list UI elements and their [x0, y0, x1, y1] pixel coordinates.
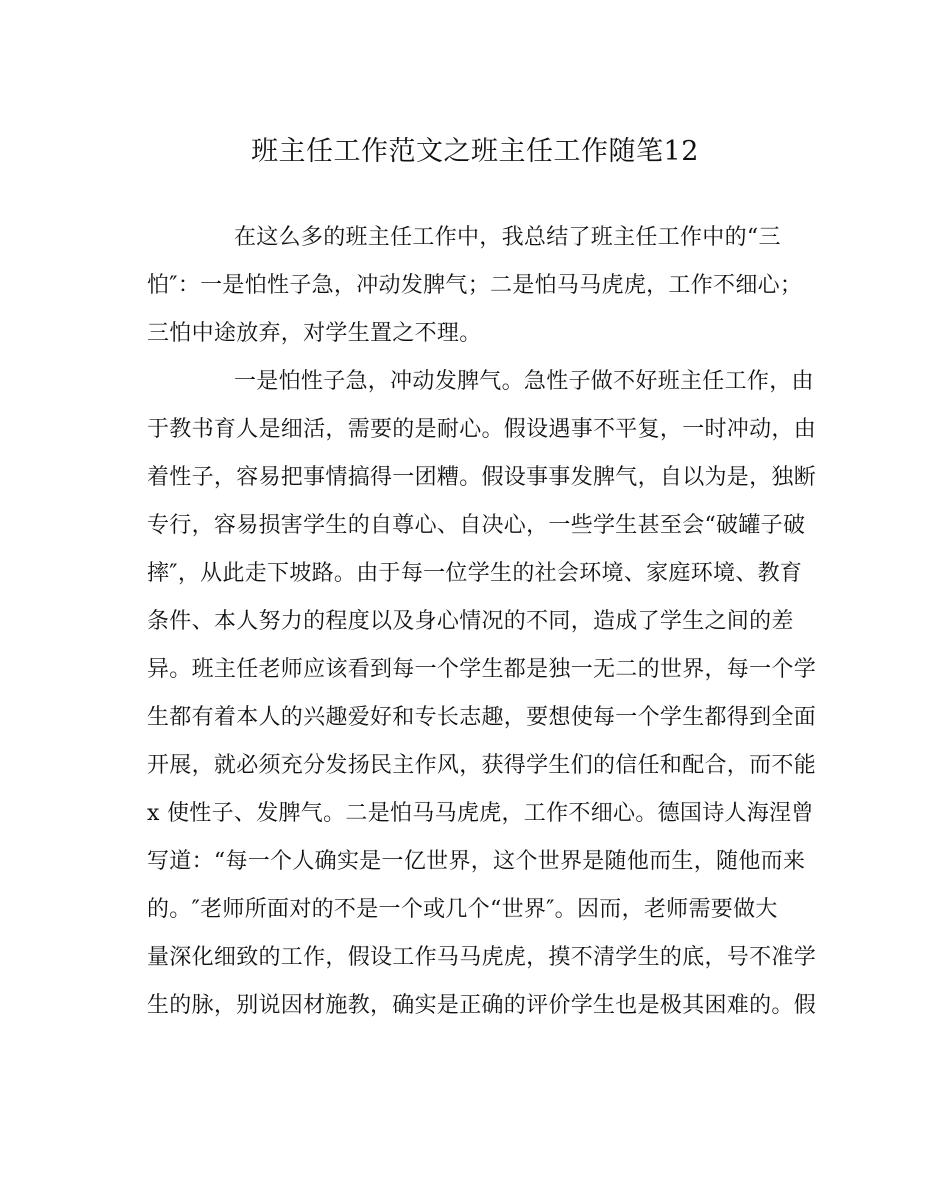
paragraph-2-line-4: 专行，容易损害学生的自尊心、自决心，一些学生甚至会“破罐子破: [147, 513, 806, 538]
paragraph-2-line-7: 异。班主任老师应该看到每一个学生都是独一无二的世界，每一个学: [147, 657, 817, 682]
paragraph-2-line-1: 一是怕性子急，冲动发脾气。急性子做不好班主任工作，由: [234, 369, 814, 394]
paragraph-2-line-6: 条件、本人努力的程度以及身心情况的不同，造成了学生之间的差: [147, 609, 794, 634]
paragraph-2-line-3: 着性子，容易把事情搞得一团糟。假设事事发脾气，自以为是，独断: [147, 465, 817, 490]
paragraph-2-line-9: 开展，就必须充分发扬民主作风，获得学生们的信任和配合，而不能: [147, 753, 817, 778]
page-title: 班主任工作范文之班主任工作随笔12: [251, 136, 699, 167]
paragraph-2-line-2: 于教书育人是细活，需要的是耐心。假设遇事不平复，一时冲动，由: [147, 417, 817, 442]
paragraph-2-line-8: 生都有着本人的兴趣爱好和专长志趣，要想使每一个学生都得到全面: [147, 705, 817, 730]
paragraph-2-line-11: 写道：“每一个人确实是一亿世界，这个世界是随他而生，随他而来: [147, 849, 806, 874]
paragraph-1-line-3: 三怕中途放弃，对学生置之不理。: [147, 321, 482, 346]
paragraph-2-line-12: 的。″老师所面对的不是一个或几个“世界″。因而，老师需要做大: [147, 897, 778, 922]
paragraph-2-line-10: x 使性子、发脾气。二是怕马马虎虎，工作不细心。德国诗人海涅曾: [147, 801, 814, 826]
paragraph-1-line-2: 怕″：一是怕性子急，冲动发脾气；二是怕马马虎虎，工作不细心；: [147, 273, 803, 298]
paragraph-2-line-14: 生的脉，别说因材施教，确实是正确的评价学生也是极其困难的。假: [147, 993, 817, 1018]
paragraph-2-line-5: 摔″，从此走下坡路。由于每一位学生的社会环境、家庭环境、教育: [147, 561, 803, 586]
paragraph-1-line-1: 在这么多的班主任工作中，我总结了班主任工作中的“三: [234, 225, 781, 250]
paragraph-2-line-13: 量深化细致的工作，假设工作马马虎虎，摸不清学生的底，号不准学: [147, 945, 817, 970]
